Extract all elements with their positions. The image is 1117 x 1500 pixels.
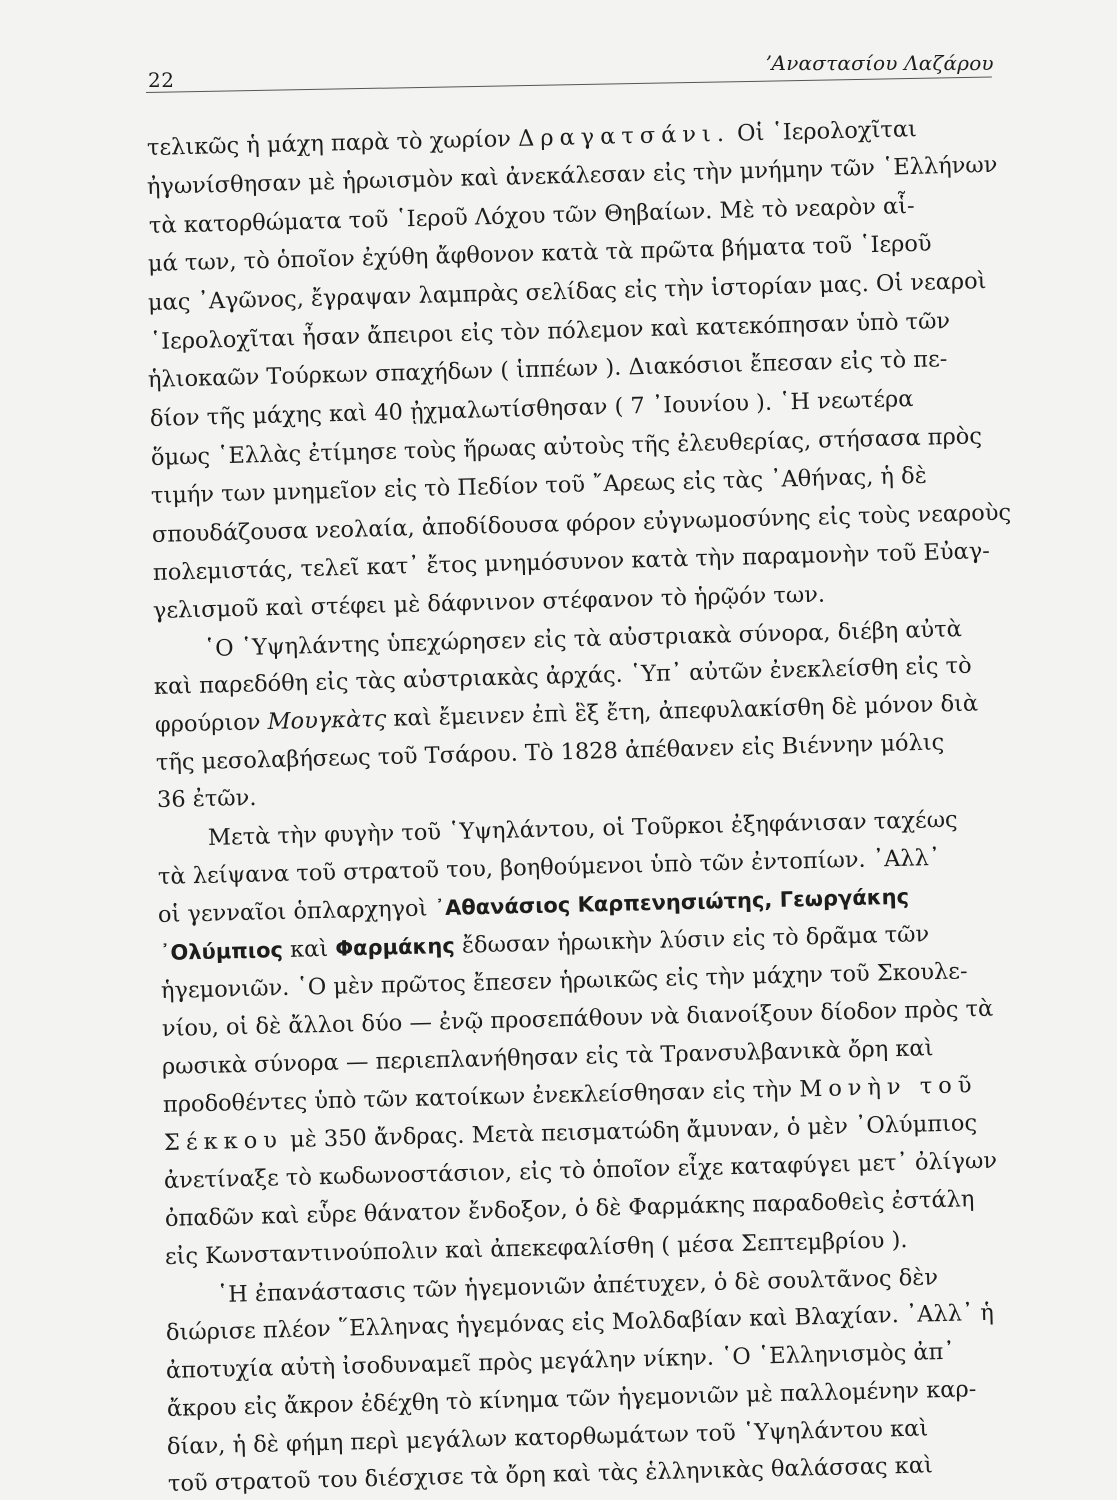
text-line: τελικῶς ἡ μάχη παρὰ τὸ χωρίον Δραγατσάνι. Οἱ ῾Ιερολοχῖται	[146, 116, 918, 161]
text-line: τῆς μεσολαβήσεως τοῦ Τσάρου. Τὸ 1828 ἀπέθανεν εἰς Βιέννην μόλις	[155, 729, 945, 776]
text-line: δίον τῆς μάχης καὶ 40 ᾐχμαλωτίσθησαν ( 7 ᾿Ιουνίου ). ῾Η νεωτέρα	[149, 386, 914, 432]
text-line: διώρισε πλέον ῞Ελληνας ἡγεμόνας εἰς Μολδαβίαν καὶ Βλαχίαν. ᾿Αλλ᾿ ἡ	[165, 1299, 995, 1346]
text-line: ἀνετίναξε τὸ κωδωνοστάσιον, εἰς τὸ ὁποῖον εἶχε καταφύγει μετ᾿ ὀλίγων	[163, 1147, 998, 1194]
person-names: ᾿Αθανάσιος Καρπενησιώτης, Γεωργάκης	[434, 884, 910, 921]
text-line: τιμήν των μνημεῖον εἰς τὸ Πεδίον τοῦ ῎Αρεως εἰς τὰς ᾿Αθήνας, ἡ δὲ	[150, 462, 928, 509]
text-line: ἄκρου εἰς ἄκρον ἐδέχθη τὸ κίνημα τῶν ἡγεμονιῶν μὲ παλλομένην καρ-	[166, 1376, 977, 1422]
text-line: ῾Ο ῾Υψηλάντης ὑπεχώρησεν εἰς τὰ αὐστριακὰ σύνορα, διέβη αὐτὰ	[203, 616, 963, 662]
place-name: Μουγκὰτς	[267, 705, 387, 736]
text-line: φρούριον Μουγκὰτς καὶ ἔμεινεν ἐπὶ ἓξ ἔτη, ἀπεφυλακίσθη δὲ μόνον διὰ	[154, 690, 979, 738]
text-line: γελισμοῦ καὶ στέφει μὲ δάφνινον στέφανον τὸ ἡρῷόν των.	[152, 581, 826, 624]
text-line: πολεμιστάς, τελεῖ κατ᾿ ἔτος μνημόσυνον κατὰ τὴν παραμονὴν τοῦ Εὐαγ-	[152, 538, 991, 586]
text-line: ῾Η ἐπανάστασις τῶν ἡγεμονιῶν ἀπέτυχεν, ὁ δὲ σουλτᾶνος δὲν	[216, 1264, 939, 1308]
text-line: σπουδάζουσα νεολαία, ἀποδίδουσα φόρον εὐγνωμοσύνης εἰς τοὺς νεαροὺς	[151, 499, 1012, 548]
text-line: μας ᾿Αγῶνος, ἔγραψαν λαμπρὰς σελίδας εἰς τὴν ἱστορίαν μας. Οἱ νεαροὶ	[147, 268, 987, 316]
place-name: Μονὴν τοῦ	[798, 1072, 978, 1103]
text-line: τὰ κατορθώματα τοῦ ῾Ιεροῦ Λόχου τῶν Θηβαίων. Μὲ τὸ νεαρὸν αἷ-	[148, 192, 915, 239]
text-line: ῾Ιερολοχῖται ἦσαν ἄπειροι εἰς τὸν πόλεμον καὶ κατεκόπησαν ὑπὸ τῶν	[149, 308, 951, 355]
text-line: καὶ παρεδόθη εἰς τὰς αὐστριακὰς ἀρχάς. ῾Υπ᾿ αὐτῶν ἐνεκλείσθη εἰς τὸ	[153, 652, 972, 700]
person-name: ᾿Ολύμπιος	[159, 937, 284, 965]
text-line: Σέκκου μὲ 350 ἄνδρας. Μετὰ πεισματώδη ἄμυναν, ὁ μὲν ᾿Ολύμπιος	[163, 1110, 978, 1156]
text-line: προδοθέντες ὑπὸ τῶν κατοίκων ἐνεκλείσθησαν εἰς τὴν Μονὴν τοῦ	[162, 1072, 978, 1118]
text-line: εἰς Κωνσταντινούπολιν καὶ ἀπεκεφαλίσθη ( μέσα Σεπτεμβρίου ).	[164, 1227, 908, 1270]
place-name: Σέκκου	[163, 1127, 284, 1156]
text-line: οἱ γενναῖοι ὁπλαρχηγοὶ ᾿Αθανάσιος Καρπενησιώτης, Γεωργάκης	[157, 884, 910, 928]
text-line: ἠγωνίσθησαν μὲ ἡρωισμὸν καὶ ἀνεκάλεσαν εἰς τὴν μνήμην τῶν ῾Ελλήνων	[146, 151, 998, 200]
text-line: νίου, οἱ δὲ ἄλλοι δύο — ἐνῷ προσεπάθουν νὰ διανοίξουν δίοδον πρὸς τὰ	[161, 995, 994, 1042]
text-line: τὰ λείψανα τοῦ στρατοῦ του, βοηθούμενοι ὑπὸ τῶν ἐντοπίων. ᾿Αλλ᾿	[157, 844, 941, 890]
text-line: μά των, τὸ ὁποῖον ἐχύθη ἄφθονον κατὰ τὰ πρῶτα βήματα τοῦ ῾Ιεροῦ	[147, 230, 932, 277]
page-number: 22	[148, 68, 175, 92]
text-line: ἀποτυχία αὐτὴ ἰσοδυναμεῖ πρὸς μεγάλην νίκην. ῾Ο ῾Ελληνισμὸς ἀπ᾿	[165, 1338, 955, 1384]
place-name: Δραγατσάνι.	[517, 120, 731, 152]
text-line: τοῦ στρατοῦ του διέσχισε τὰ ὄρη καὶ τὰς ἑλληνικὰς θαλάσσας καὶ	[167, 1452, 934, 1497]
text-line: ὅμως ῾Ελλὰς ἐτίμησε τοὺς ἥρωας αὐτοὺς τῆς ἐλευθερίας, στήσασα πρὸς	[150, 423, 983, 471]
text-line: ἡλιοκαῶν Τούρκων σπαχήδων ( ἱππέων ). Διακόσιοι ἔπεσαν εἰς τὸ πε-	[147, 346, 948, 393]
text-line: ἡγεμονιῶν. ῾Ο μὲν πρῶτος ἔπεσεν ἡρωικῶς εἰς τὴν μάχην τοῦ Σκουλε-	[160, 958, 968, 1004]
running-head: ʼΑναστασίου Λαζάρου	[765, 51, 994, 75]
text-line: Μετὰ τὴν φυγὴν τοῦ ῾Υψηλάντου, οἱ Τοῦρκοι ἐξηφάνισαν ταχέως	[207, 806, 958, 851]
text-line: δίαν, ἡ δὲ φήμη περὶ μεγάλων κατορθωμάτων τοῦ ῾Υψηλάντου καὶ	[166, 1415, 929, 1460]
text-line: ᾿Ολύμπιος καὶ Φαρμάκης ἔδωσαν ἡρωικὴν λύσιν εἰς τὸ δρᾶμα τῶν	[159, 921, 930, 965]
text-line: ρωσικὰ σύνορα — περιεπλανήθησαν εἰς τὰ Τρανσυλβανικὰ ὄρη καὶ	[161, 1035, 934, 1080]
person-name: Φαρμάκης	[334, 933, 456, 961]
text-line: ὀπαδῶν καὶ εὗρε θάνατον ἔνδοξον, ὁ δὲ Φαρμάκης παραδοθεὶς ἐστάλη	[164, 1186, 975, 1232]
text-line: 36 ἐτῶν.	[156, 784, 257, 813]
